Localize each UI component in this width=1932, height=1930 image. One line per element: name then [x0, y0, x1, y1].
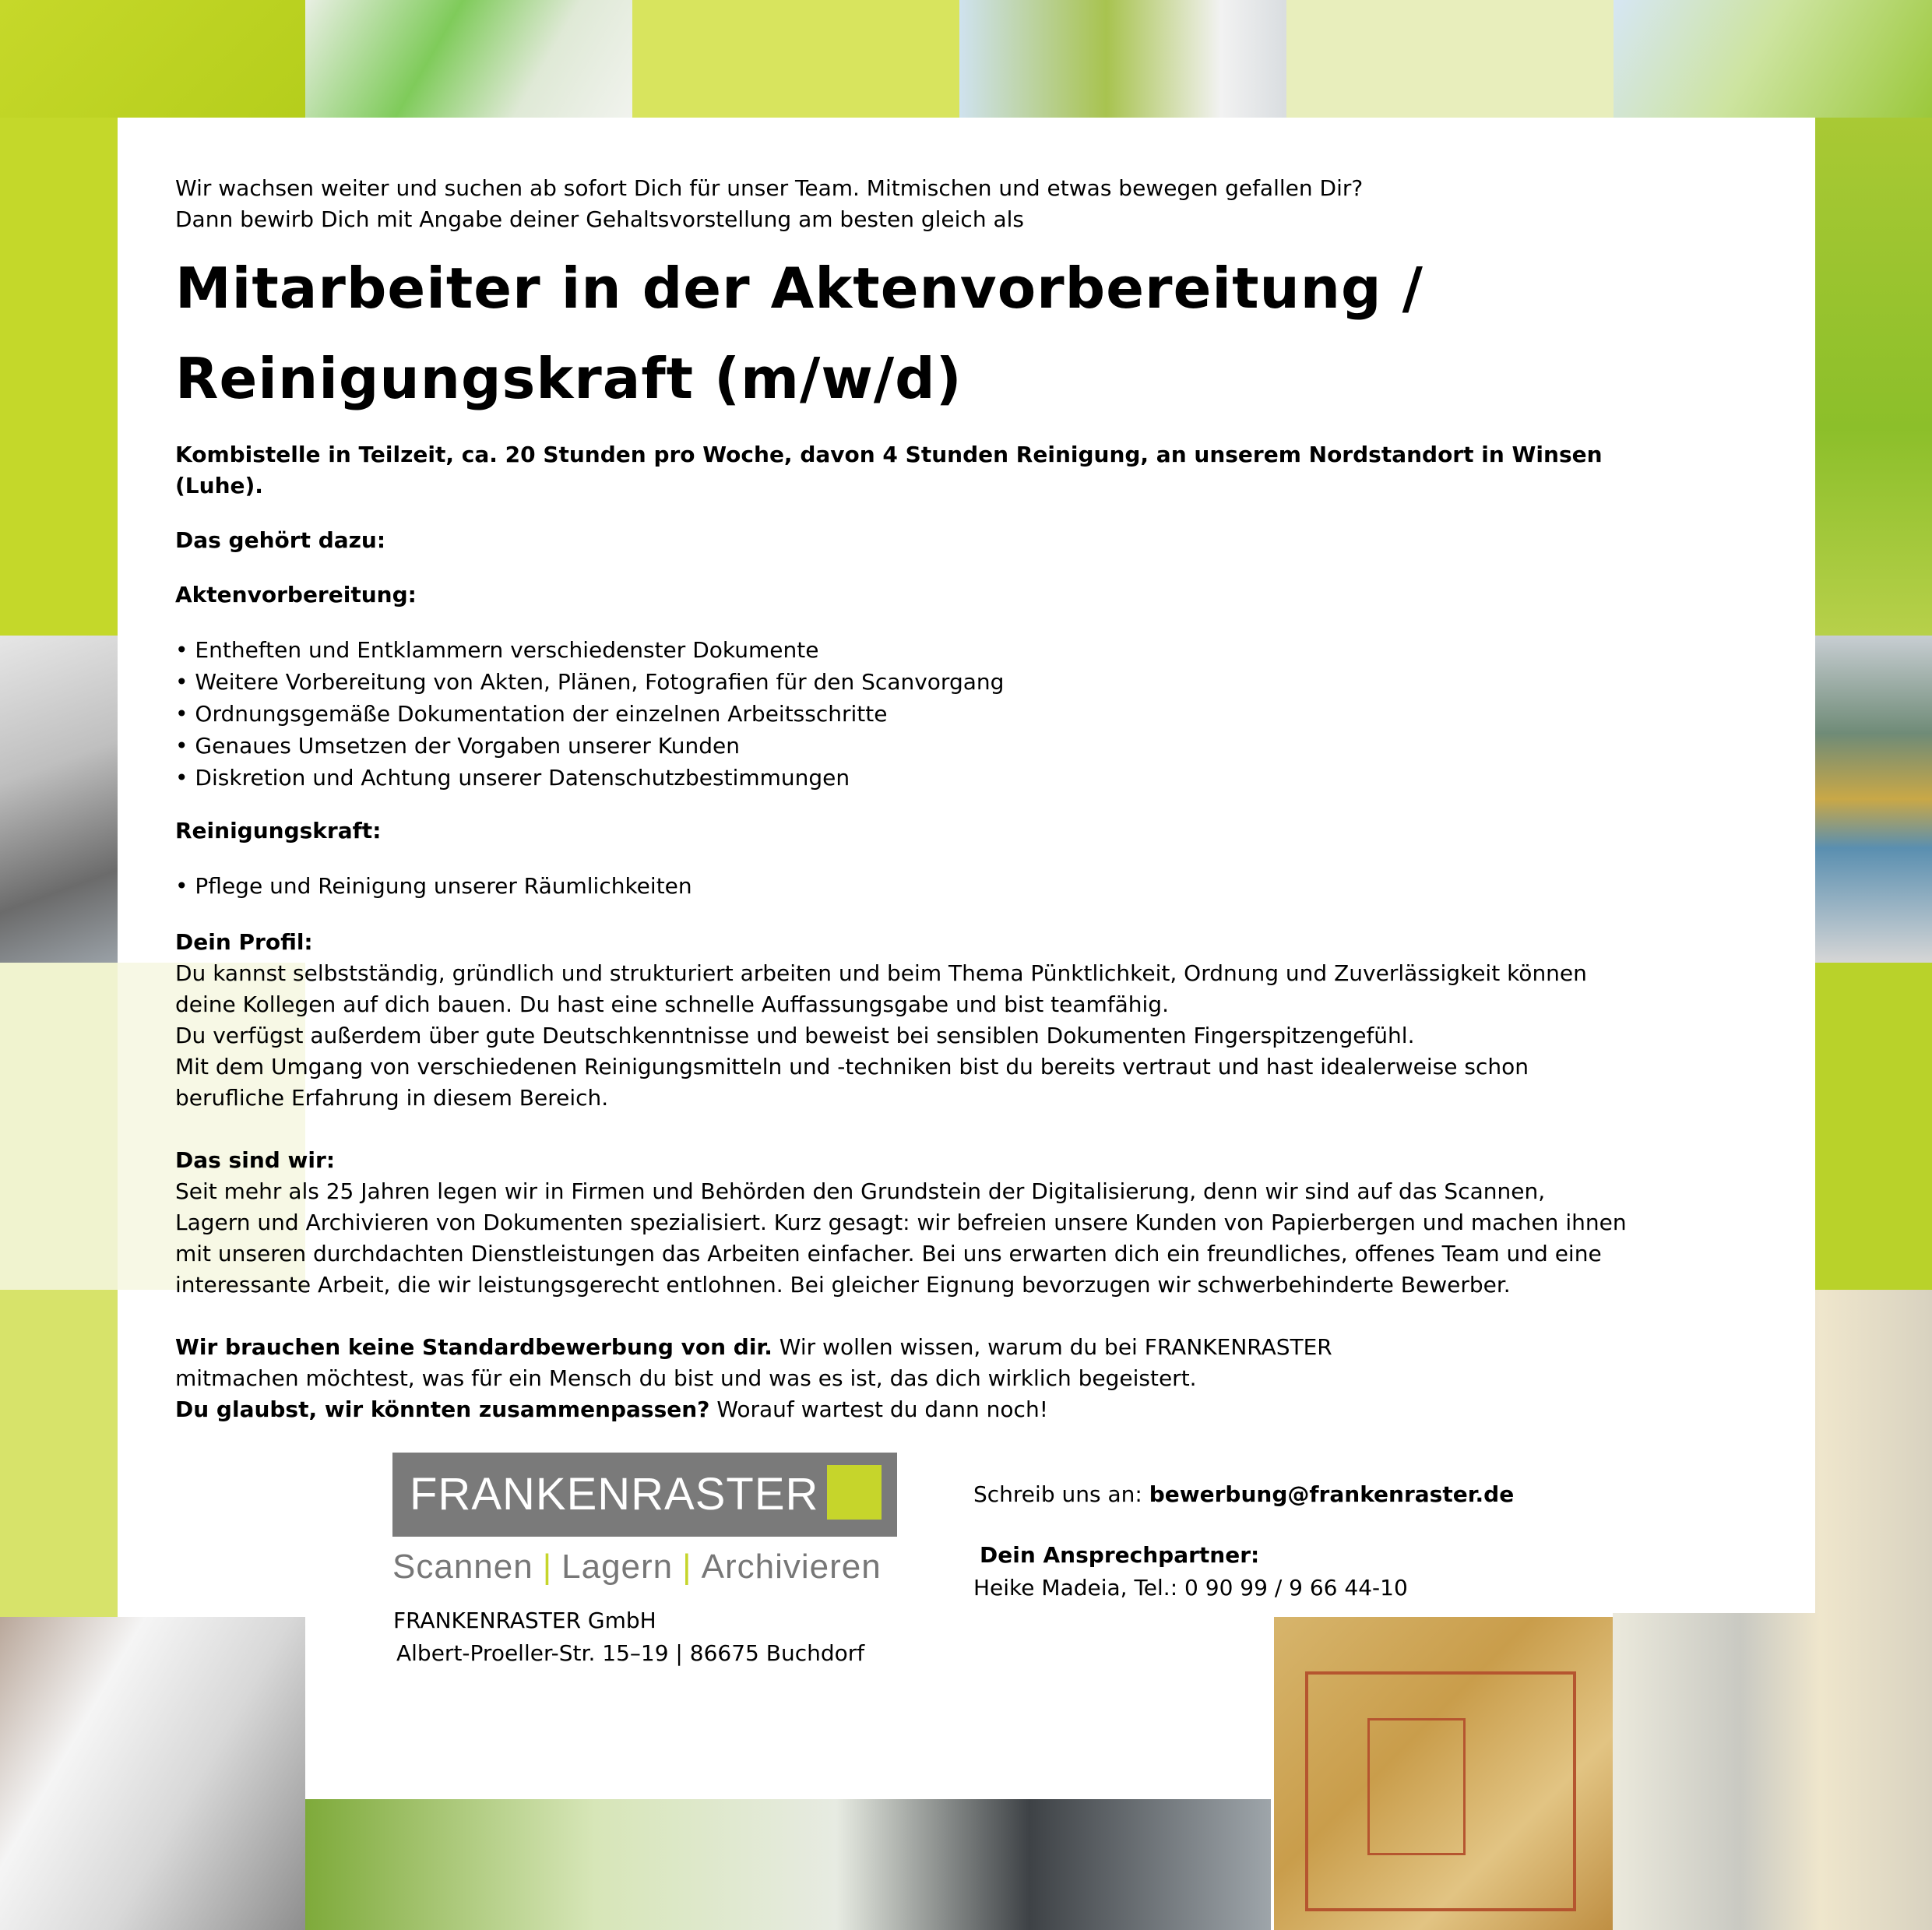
wir-line: Lagern und Archivieren von Dokumenten spezialisiert. Kurz gesagt: wir befreien unsere Kunden von Papierbergen und machen ihnen — [175, 1210, 1627, 1235]
photo-tile-right-1 — [1815, 118, 1932, 636]
photo-tile-left-4 — [0, 1290, 118, 1617]
logo-square-icon — [827, 1465, 882, 1520]
logo-wordmark: FRANKENRASTER — [410, 1469, 819, 1520]
list-item: • Diskretion und Achtung unserer Datenschutzbestimmungen — [175, 762, 1756, 794]
lead-text — [175, 439, 1756, 502]
photo-tile-floor-plan — [1274, 1617, 1613, 1930]
wir-line: interessante Arbeit, die wir leistungsgerecht entlohnen. Bei gleicher Eignung bevorzugen wir schwerbehinderte Bewerber. — [175, 1272, 1511, 1298]
email-link[interactable]: bewerbung@frankenraster.de — [1149, 1481, 1515, 1507]
profil-line: berufliche Erfahrung in diesem Bereich. — [175, 1085, 609, 1111]
profil-line: Mit dem Umgang von verschiedenen Reinigungsmitteln und -techniken bist du bereits vertraut und hast idealerweise schon — [175, 1054, 1529, 1079]
email-prefix: Schreib uns an: — [973, 1481, 1149, 1507]
wir-line: mit unseren durchdachten Dienstleistungen das Arbeiten einfacher. Bei uns erwarten dich ein freundliches, offenes Team und eine — [175, 1241, 1602, 1266]
profil-line: Du verfügst außerdem über gute Deutschkenntnisse und beweist bei sensiblen Dokumenten Fingerspitzengefühl. — [175, 1023, 1415, 1048]
reinigung-list — [175, 870, 1756, 902]
closing-bold-3: Du glaubst, wir könnten zusammenpassen? — [175, 1396, 710, 1422]
job-title — [175, 243, 1756, 424]
akten-list — [175, 634, 1756, 794]
list-item: • Genaues Umsetzen der Vorgaben unserer Kunden — [175, 730, 1756, 762]
email-line — [973, 1478, 1596, 1511]
logo-tag-lagern: Lagern — [561, 1548, 674, 1586]
job-ad-content — [175, 173, 1756, 1425]
list-item: • Pflege und Reinigung unserer Räumlichkeiten — [175, 870, 1756, 902]
profil-line: deine Kollegen auf dich bauen. Du hast eine schnelle Auffassungsgabe und bist teamfähig. — [175, 991, 1169, 1017]
company-logo — [392, 1453, 899, 1587]
company-name: FRANKENRASTER GmbH — [393, 1608, 656, 1633]
company-address — [393, 1604, 864, 1670]
floor-plan-room — [1367, 1718, 1466, 1855]
akten-heading: Aktenvorbereitung: — [175, 582, 417, 608]
photo-tile-top-6 — [1614, 0, 1932, 118]
closing-line-3 — [175, 1394, 1756, 1425]
list-item: • Ordnungsgemäße Dokumentation der einzelnen Arbeitsschritte — [175, 698, 1756, 730]
photo-tile-paper-stack — [0, 1617, 305, 1930]
list-item: • Weitere Vorbereitung von Akten, Plänen, Fotografien für den Scanvorgang — [175, 666, 1756, 698]
closing-line-2: mitmachen möchtest, was für ein Mensch du bist und was es ist, das dich wirklich begeistert. — [175, 1365, 1197, 1391]
job-title-line-1: Mitarbeiter in der Aktenvorbereitung / — [175, 255, 1423, 321]
tasks-heading: Das gehört dazu: — [175, 527, 386, 553]
reinigung-heading: Reinigungskraft: — [175, 818, 382, 843]
logo-tagline — [392, 1548, 899, 1587]
contact-person: Heike Madeia, Tel.: 0 90 99 / 9 66 44-10 — [973, 1575, 1408, 1601]
closing-bold-1: Wir brauchen keine Standardbewerbung von dir. — [175, 1334, 772, 1360]
logo-tag-scannen: Scannen — [392, 1548, 533, 1586]
list-item: • Entheften und Entklammern verschiedenster Dokumente — [175, 634, 1756, 666]
closing-text-1: Wir wollen wissen, warum du bei FRANKENRASTER — [772, 1334, 1332, 1360]
photo-tile-top-1 — [0, 0, 305, 118]
photo-tile-right-3 — [1815, 963, 1932, 1290]
profil-line: Du kannst selbstständig, gründlich und strukturiert arbeiten und beim Thema Pünktlichkeit, Ordnung und Zuverlässigkeit können — [175, 960, 1587, 986]
closing-line-1 — [175, 1332, 1756, 1363]
lead-line-1: Kombistelle in Teilzeit, ca. 20 Stunden pro Woche, davon 4 Stunden Reinigung, an unserem Nordstandort in Winsen — [175, 442, 1603, 467]
photo-tile-top-3 — [632, 0, 959, 118]
logo-bar — [392, 1453, 897, 1537]
company-street: Albert-Proeller-Str. 15–19 | 86675 Buchdorf — [396, 1640, 865, 1666]
logo-tag-archivieren: Archivieren — [701, 1548, 882, 1586]
contact-heading: Dein Ansprechpartner: — [980, 1542, 1260, 1568]
photo-tile-desk — [305, 1799, 1271, 1930]
wir-heading: Das sind wir: — [175, 1147, 336, 1173]
photo-tile-folders — [305, 0, 632, 118]
wir-line: Seit mehr als 25 Jahren legen wir in Firmen und Behörden den Grundstein der Digitalisierung, denn wir sind auf das Scannen, — [175, 1178, 1546, 1204]
intro-line-1: Wir wachsen weiter und suchen ab sofort Dich für unser Team. Mitmischen und etwas bewegen gefallen Dir? — [175, 175, 1364, 201]
contact-block — [973, 1478, 1596, 1604]
intro-line-2: Dann bewirb Dich mit Angabe deiner Gehaltsvorstellung am besten gleich als — [175, 206, 1024, 232]
photo-tile-left-1 — [0, 118, 118, 636]
job-title-line-2: Reinigungskraft (m/w/d) — [175, 346, 962, 411]
profil-heading: Dein Profil: — [175, 929, 313, 955]
logo-separator: | — [682, 1548, 692, 1586]
closing-text-3: Worauf wartest du dann noch! — [709, 1396, 1048, 1422]
lead-line-2: (Luhe). — [175, 473, 263, 498]
logo-separator: | — [542, 1548, 553, 1586]
photo-tile-top-5 — [1286, 0, 1614, 118]
photo-tile-office — [959, 0, 1286, 118]
photo-tile-hygrometer — [0, 636, 118, 963]
